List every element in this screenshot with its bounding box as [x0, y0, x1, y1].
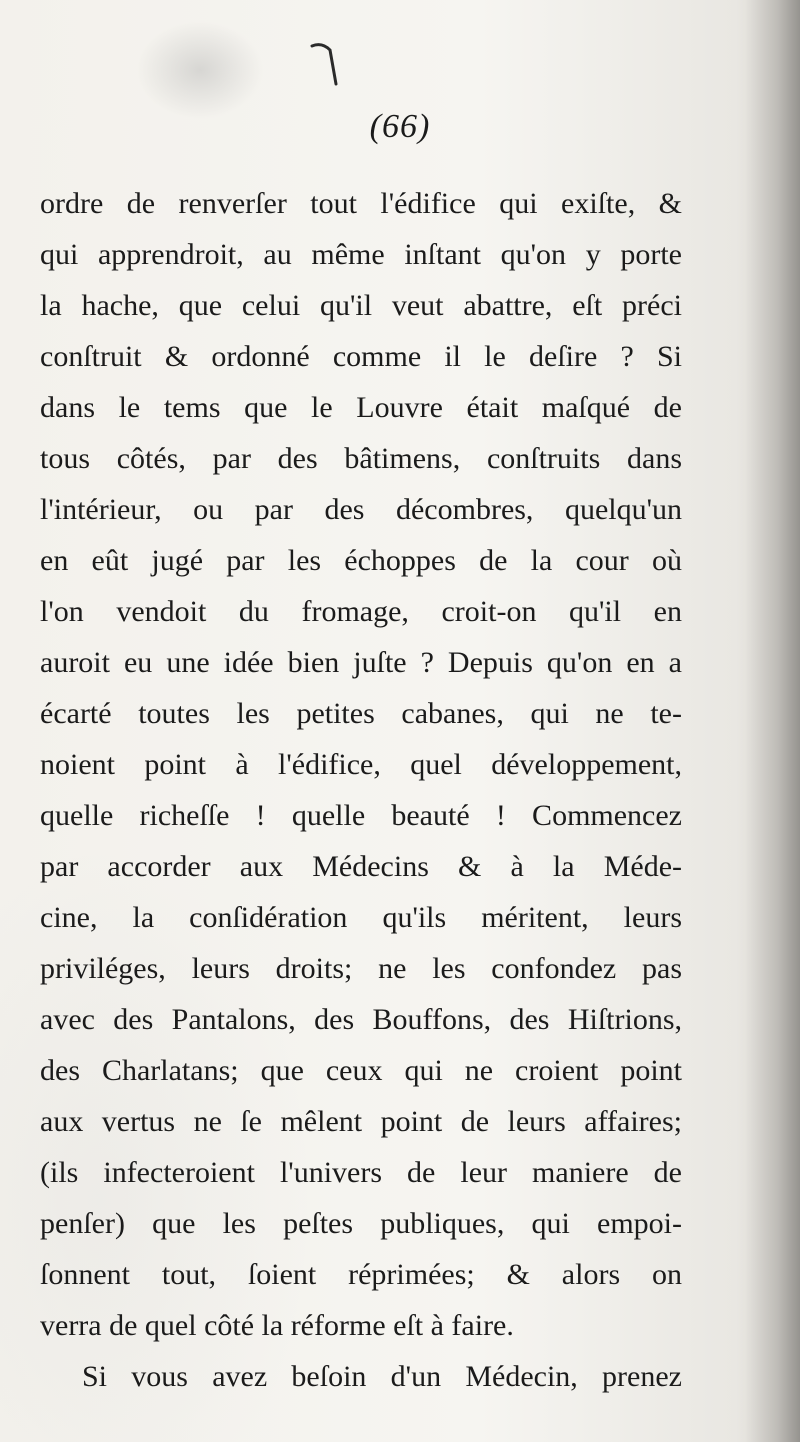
text-line: avec des Pantalons, des Bouffons, des Hiſtrions, [40, 1003, 682, 1036]
text-line: ordre de renverſer tout l'édifice qui exiſte, & [40, 187, 682, 220]
text-line: ſonnent tout, ſoient réprimées; & alors on [40, 1258, 682, 1291]
text-line: par accorder aux Médecins & à la Méde- [40, 850, 682, 883]
text-line: conſtruit & ordonné comme il le deſire ? Si [40, 340, 682, 373]
text-line: cine, la conſidération qu'ils méritent, leurs [40, 901, 682, 934]
text-line: quelle richeſſe ! quelle beauté ! Commencez [40, 799, 682, 832]
ink-mark-icon [310, 40, 338, 88]
text-line: penſer) que les peſtes publiques, qui empoi- [40, 1207, 682, 1240]
text-line: des Charlatans; que ceux qui ne croient point [40, 1054, 682, 1087]
text-line: qui apprendroit, au même inſtant qu'on y porte [40, 238, 682, 271]
text-line: l'intérieur, ou par des décombres, quelqu'un [40, 493, 682, 526]
text-line: écarté toutes les petites cabanes, qui ne te- [40, 697, 682, 730]
page-number: (66) [369, 108, 431, 145]
text-line: noient point à l'édifice, quel développement, [40, 748, 682, 781]
page-edge-shadow [745, 0, 800, 1442]
paragraph-start-line: Si vous avez beſoin d'un Médecin, prenez [82, 1360, 682, 1393]
text-line: aux vertus ne ſe mêlent point de leurs affaires; [40, 1105, 682, 1138]
body-text [40, 178, 682, 1402]
text-line: la hache, que celui qu'il veut abattre, eſt préci [40, 289, 682, 322]
text-line: tous côtés, par des bâtimens, conſtruits dans [40, 442, 682, 475]
text-line: en eût jugé par les échoppes de la cour où [40, 544, 682, 577]
text-line: l'on vendoit du fromage, croit-on qu'il en [40, 595, 682, 628]
text-line: priviléges, leurs droits; ne les confondez pas [40, 952, 682, 985]
text-line: auroit eu une idée bien juſte ? Depuis qu'on en a [40, 646, 682, 679]
paragraph-end-line: verra de quel côté la réforme eſt à faire. [40, 1309, 514, 1342]
text-line: (ils infecteroient l'univers de leur maniere de [40, 1156, 682, 1189]
text-line: dans le tems que le Louvre était maſqué de [40, 391, 682, 424]
